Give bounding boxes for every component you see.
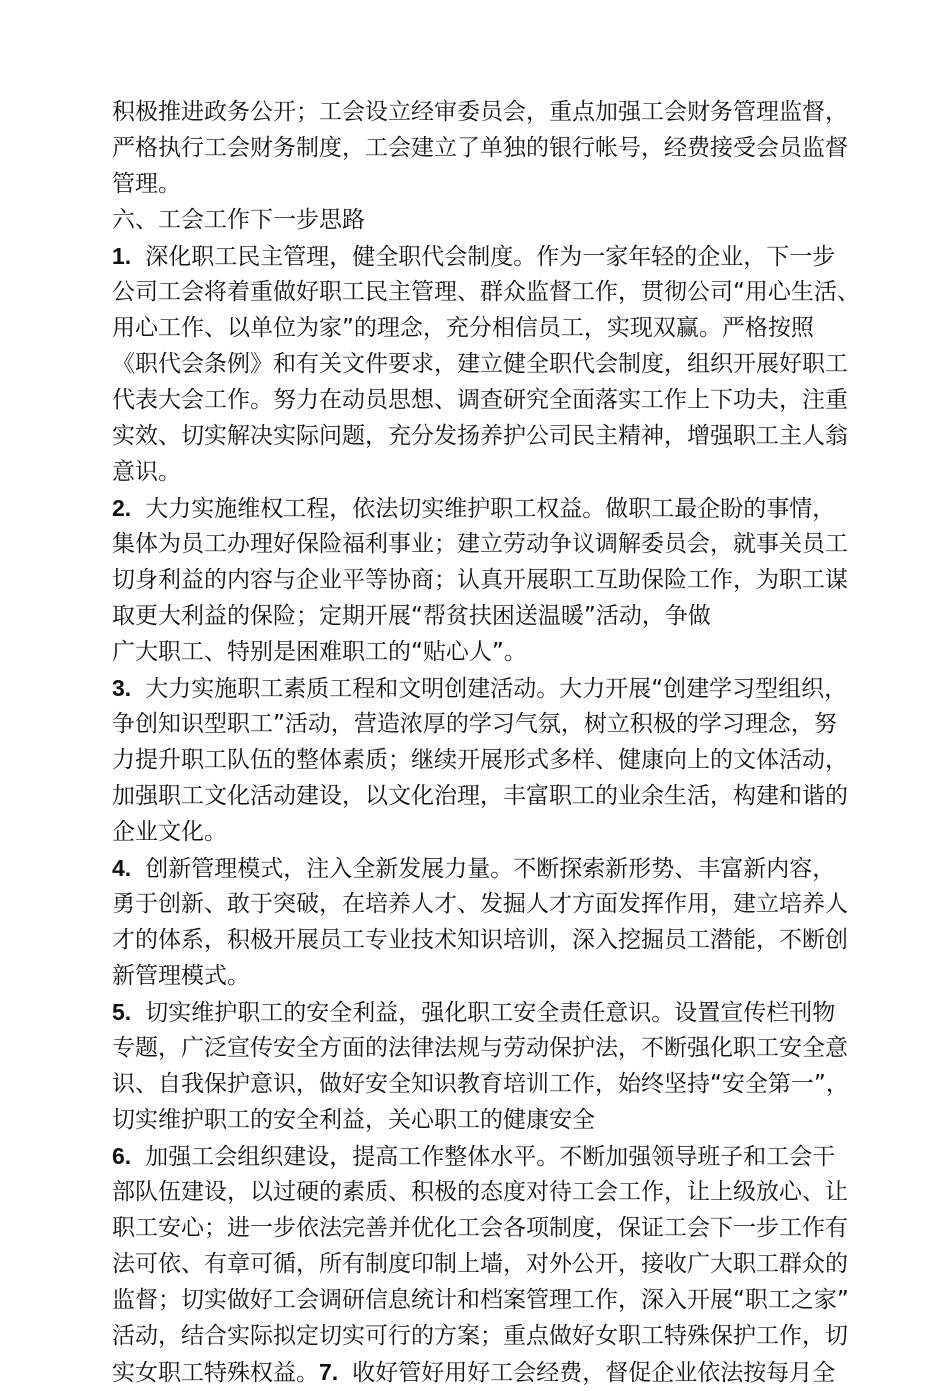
line-text: 大力实施职工素质工程和文明创建活动。大力开展“创建学习型组织， (145, 676, 848, 702)
text-line (112, 1282, 872, 1318)
line-text: 才的体系，积极开展员工专业技术知识培训，深入挖掘员工潜能，不断创 (112, 927, 848, 953)
line-text: 集体为员工办理好保险福利事业；建立劳动争议调解委员会，就事关员工 (112, 531, 848, 557)
line-text: 新管理模式。 (112, 963, 250, 989)
line-text: 切实维护职工的安全利益，关心职工的健康安全 (112, 1107, 595, 1133)
text-line (112, 778, 872, 814)
text-line (112, 922, 872, 958)
text-line (112, 490, 872, 526)
line-text: 代表大会工作。努力在动员思想、调查研究全面落实工作上下功夫，注重 (112, 387, 848, 413)
line-text: 活动，结合实际拟定切实可行的方案；重点做好女职工特殊保护工作，切 (112, 1323, 848, 1349)
line-text: 专题，广泛宣传安全方面的法律法规与劳动保护法，不断强化职工安全意 (112, 1035, 848, 1061)
line-text: 切身利益的内容与企业平等协商；认真开展职工互助保险工作，为职工谋 (112, 567, 848, 593)
line-text: 加强工会组织建设，提高工作整体水平。不断加强领导班子和工会干 (145, 1144, 836, 1170)
text-line (112, 1138, 872, 1174)
text-line (112, 202, 872, 238)
item-number: 2. (112, 495, 132, 521)
text-line (112, 382, 872, 418)
line-text: 创新管理模式，注入全新发展力量。不断探索新形势、丰富新内容， (145, 856, 836, 882)
text-line (112, 742, 872, 778)
text-line (112, 994, 872, 1030)
line-text: 实女职工特殊权益。 (112, 1360, 319, 1386)
line-text: 实效、切实解决实际问题，充分发扬养护公司民主精神，增强职工主人翁 (112, 423, 848, 449)
line-text: 加强职工文化活动建设，以文化治理，丰富职工的业余生活，构建和谐的 (112, 783, 848, 809)
item-number: 3. (112, 675, 132, 701)
text-line (112, 850, 872, 886)
line-text: 意识。 (112, 459, 181, 485)
line-text: 管理。 (112, 171, 181, 197)
line-text: 企业文化。 (112, 819, 227, 845)
line-text: 法可依、有章可循，所有制度印制上墙，对外公开，接收广大职工群众的 (112, 1251, 848, 1277)
text-line (112, 454, 872, 490)
text-line (112, 346, 872, 382)
line-text: 职工安心；进一步依法完善并优化工会各项制度，保证工会下一步工作有 (112, 1215, 848, 1241)
text-line (112, 634, 872, 670)
text-line (112, 166, 872, 202)
line-text: 识、自我保护意识，做好安全知识教育培训工作，始终坚持“安全第一”， (112, 1071, 849, 1097)
line-text: 监督；切实做好工会调研信息统计和档案管理工作，深入开展“职工之家” (112, 1287, 849, 1313)
text-line (112, 1030, 872, 1066)
text-line (112, 238, 872, 274)
line-text: 切实维护职工的安全利益，强化职工安全责任意识。设置宣传栏刊物 (145, 1000, 836, 1026)
text-line (112, 310, 872, 346)
text-line (112, 1174, 872, 1210)
item-number: 5. (112, 999, 132, 1025)
text-line (112, 706, 872, 742)
text-line (112, 598, 872, 634)
text-line (112, 886, 872, 922)
line-text: 广大职工、特别是困难职工的“贴心人”。 (112, 639, 527, 665)
text-line (112, 418, 872, 454)
text-line (112, 1318, 872, 1354)
text-line (112, 670, 872, 706)
line-text: 勇于创新、敢于突破，在培养人才、发掘人才方面发挥作用，建立培养人 (112, 891, 848, 917)
line-text: 严格执行工会财务制度，工会建立了单独的银行帐号，经费接受会员监督 (112, 135, 848, 161)
item-number: 4. (112, 855, 132, 881)
item-number: 6. (112, 1143, 132, 1169)
text-line (112, 958, 872, 994)
line-text: 六、工会工作下一步思路 (112, 207, 365, 233)
line-text: 收好管好用好工会经费，督促企业依法按每月全 (352, 1360, 836, 1386)
line-text: 公司工会将着重做好职工民主管理、群众监督工作，贯彻公司“用心生活、 (112, 279, 860, 305)
text-line (112, 526, 872, 562)
line-text: 积极推进政务公开；工会设立经审委员会，重点加强工会财务管理监督， (112, 99, 848, 125)
text-line (112, 1066, 872, 1102)
item-number: 7. (319, 1359, 339, 1385)
text-line (112, 1102, 872, 1138)
line-text: 部队伍建设，以过硬的素质、积极的态度对待工会工作，让上级放心、让 (112, 1179, 848, 1205)
line-text: 《职代会条例》和有关文件要求，建立健全职代会制度，组织开展好职工 (112, 351, 848, 377)
text-line (112, 130, 872, 166)
text-line (112, 814, 872, 850)
line-text: 取更大利益的保险；定期开展“帮贫扶困送温暖”活动，争做 (112, 603, 711, 629)
line-text: 大力实施维权工程，依法切实维护职工权益。做职工最企盼的事情， (145, 496, 836, 522)
text-line (112, 1354, 872, 1390)
document-body (112, 94, 872, 1390)
line-text: 争创知识型职工”活动，营造浓厚的学习气氛，树立积极的学习理念，努 (112, 711, 837, 737)
line-text: 用心工作、以单位为家”的理念，充分相信员工，实现双赢。严格按照 (112, 315, 814, 341)
text-line (112, 1246, 872, 1282)
text-line (112, 562, 872, 598)
line-text: 力提升职工队伍的整体素质；继续开展形式多样、健康向上的文体活动， (112, 747, 848, 773)
text-line (112, 274, 872, 310)
text-line (112, 94, 872, 130)
line-text: 深化职工民主管理，健全职代会制度。作为一家年轻的企业，下一步 (145, 244, 836, 270)
text-line (112, 1210, 872, 1246)
item-number: 1. (112, 243, 132, 269)
